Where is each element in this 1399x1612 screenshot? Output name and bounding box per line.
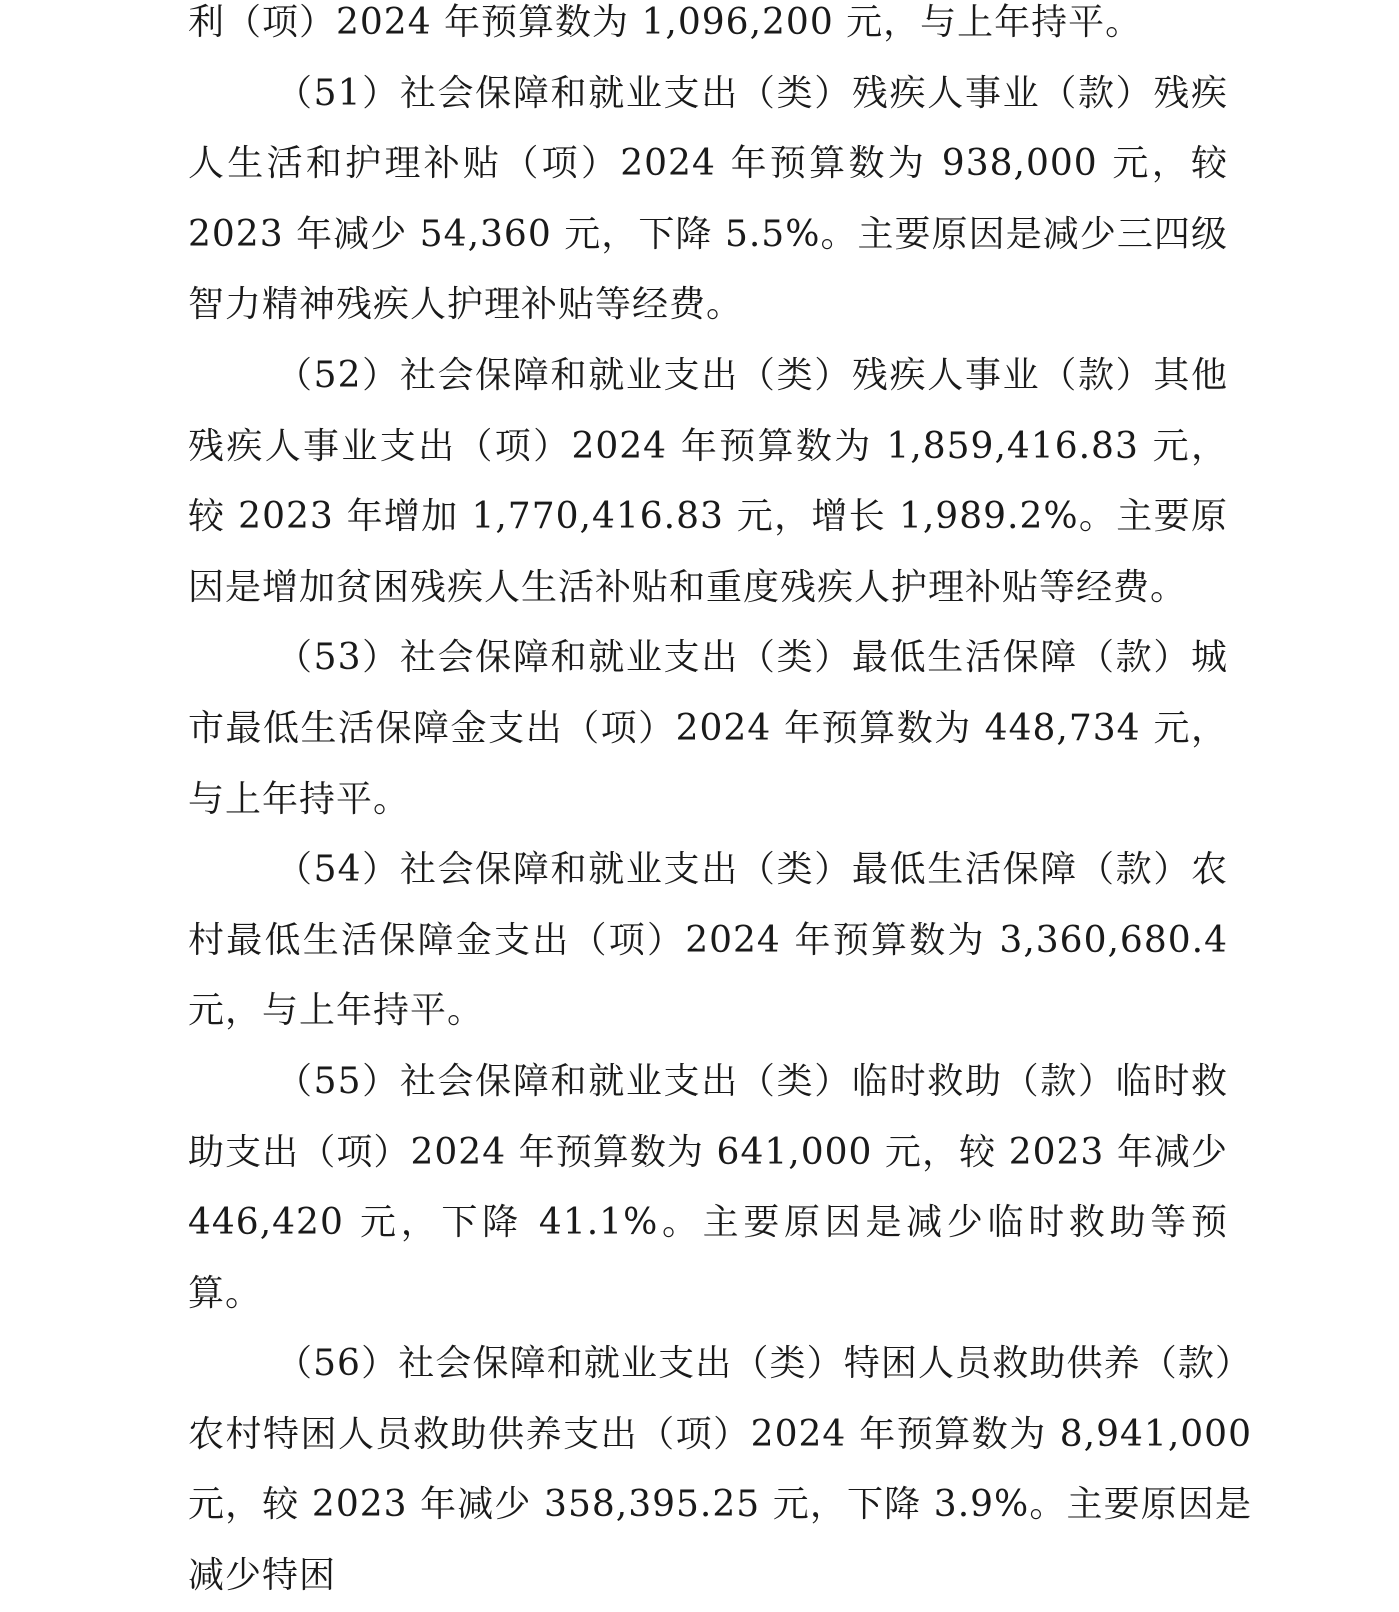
paragraph-item-52: （52）社会保障和就业支出（类）残疾人事业（款）其他残疾人事业支出（项）2024 年预算数为 1,859,416.83 元，较 2023 年增加 1,770,416.83 元，增长 1,989.2%。主要原因是增加贫困残疾人生活补贴和重度残疾人护理补贴等经费。 — [188, 354, 1228, 608]
paragraph-item-51: （51）社会保障和就业支出（类）残疾人事业（款）残疾人生活和护理补贴（项）2024 年预算数为 938,000 元，较 2023 年减少 54,360 元，下降 5.5%。主要原因是减少三四级智力精神残疾人护理补贴等经费。 — [188, 72, 1228, 326]
paragraph-continuation: 利（项）2024 年预算数为 1,096,200 元，与上年持平。 — [188, 2, 1143, 43]
paragraph-item-56: （56）社会保障和就业支出（类）特困人员救助供养（款）农村特困人员救助供养支出（项）2024 年预算数为 8,941,000 元，较 2023 年减少 358,395.25 元，下降 3.9%。主要原因是减少特困 — [188, 1343, 1252, 1597]
paragraph-item-53: （53）社会保障和就业支出（类）最低生活保障（款）城市最低生活保障金支出（项）2024 年预算数为 448,734 元，与上年持平。 — [188, 637, 1228, 820]
paragraph-item-54: （54）社会保障和就业支出（类）最低生活保障（款）农村最低生活保障金支出（项）2024 年预算数为 3,360,680.4 元，与上年持平。 — [188, 849, 1228, 1032]
paragraph-item-55: （55）社会保障和就业支出（类）临时救助（款）临时救助支出（项）2024 年预算数为 641,000 元，较 2023 年减少 446,420 元，下降 41.1%。主要原因是减少临时救助等预算。 — [188, 1060, 1228, 1314]
document-page — [188, 0, 1252, 1612]
